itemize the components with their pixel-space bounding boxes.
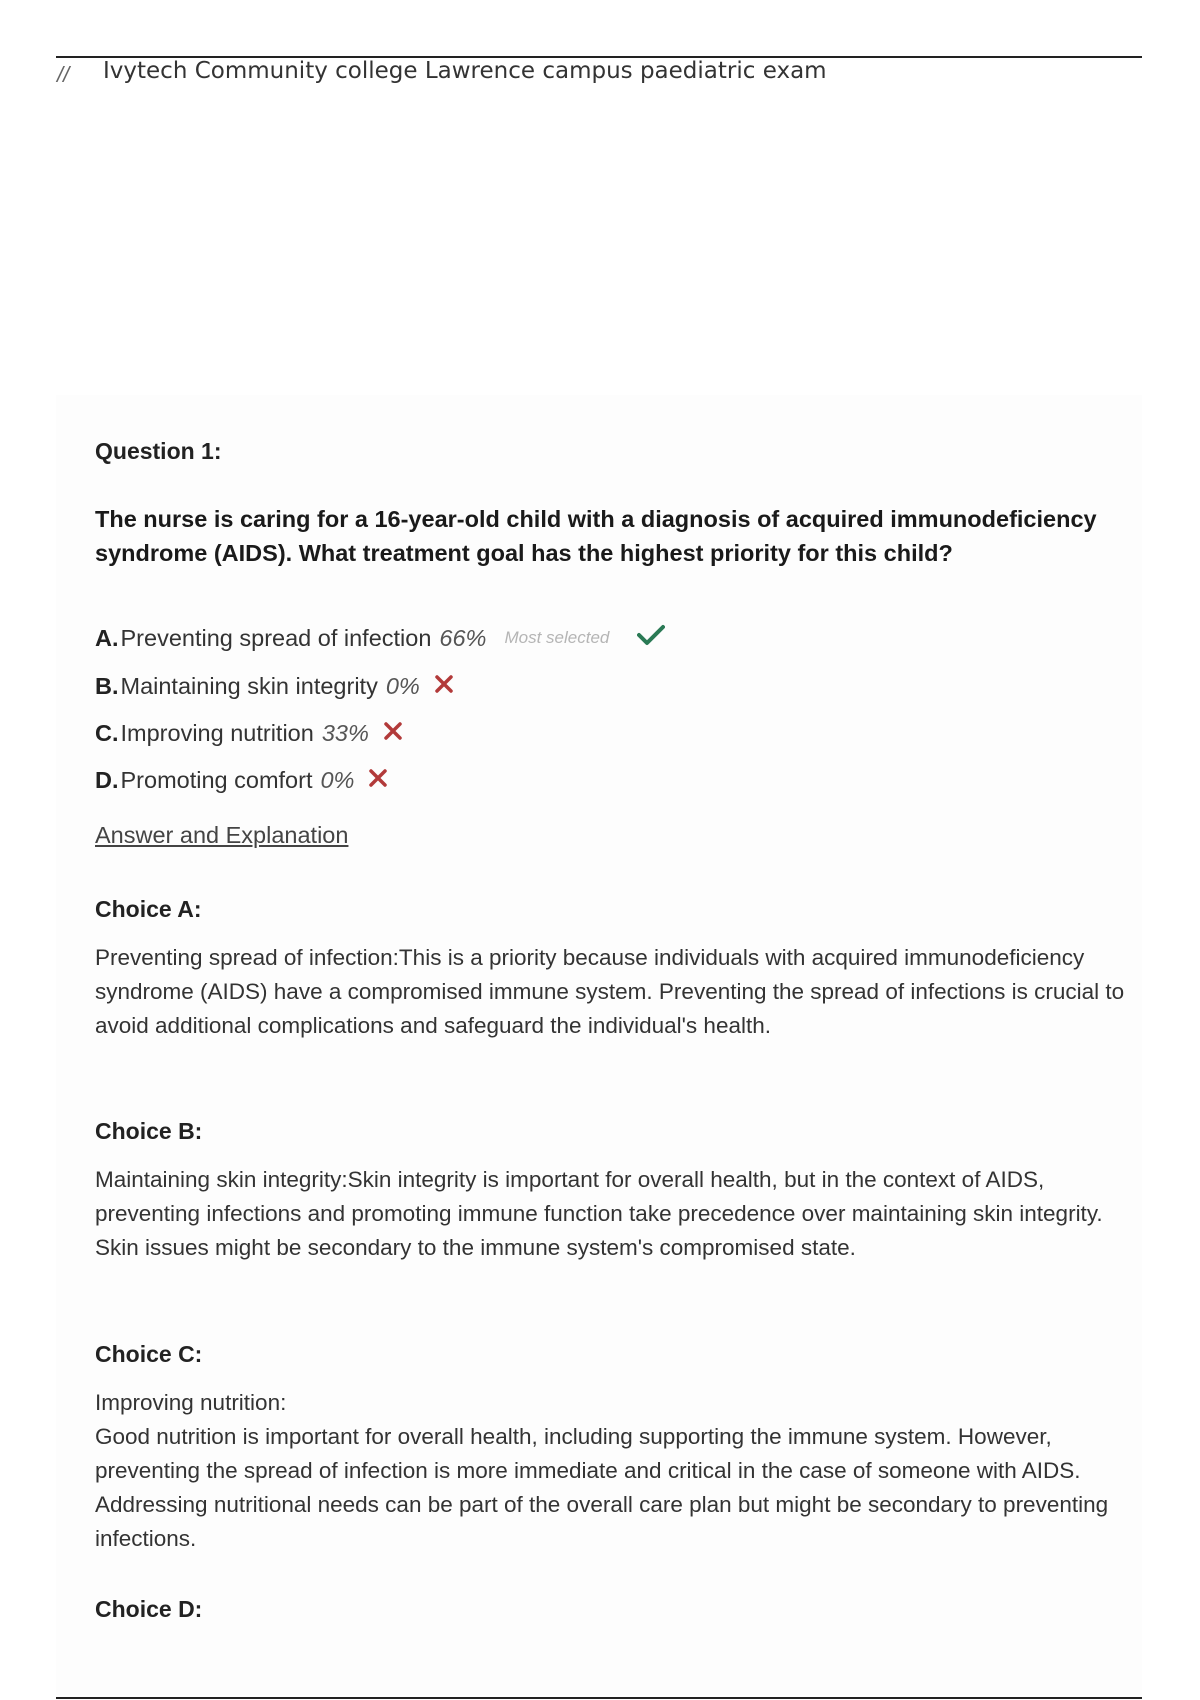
option-letter: B.: [95, 672, 119, 699]
check-icon: [637, 624, 665, 652]
option-text: Improving nutrition: [120, 719, 314, 746]
question-number: Question 1:: [95, 438, 222, 464]
choice-b-heading: Choice B:: [95, 1118, 203, 1144]
option-percent: 0%: [320, 766, 355, 793]
option-text: Preventing spread of infection: [120, 624, 432, 651]
answer-explanation-link[interactable]: Answer and Explanation: [95, 822, 349, 848]
document-title: Ivytech Community college Lawrence campus paediatric exam: [103, 58, 827, 84]
choice-c-heading: Choice C:: [95, 1341, 203, 1367]
cross-icon: [368, 767, 388, 794]
choice-c-explanation: Good nutrition is important for overall health, including supporting the immune system. However, preventing the spread of infection is more immediate and critical in the case of someone with AIDS. Addressing nutritional needs can be part of the overall care plan but might be secondary to preventing infections.: [95, 1424, 1109, 1551]
choice-c-subheading: Improving nutrition:: [95, 1390, 287, 1415]
option-percent: 33%: [321, 719, 369, 746]
option-c[interactable]: [95, 716, 403, 750]
option-letter: C.: [95, 719, 119, 746]
question-text: The nurse is caring for a 16-year-old child with a diagnosis of acquired immunodeficiency syndrome (AIDS). What treatment goal has the highest priority for this child?: [95, 506, 1097, 566]
option-d[interactable]: [95, 763, 388, 797]
option-text: Promoting comfort: [120, 766, 313, 793]
option-letter: A.: [95, 624, 119, 651]
option-percent: 0%: [385, 672, 420, 699]
option-letter: D.: [95, 766, 119, 793]
most-selected-badge: Most selected: [504, 628, 610, 647]
header-mark: //: [57, 62, 70, 87]
choice-a-explanation: Preventing spread of infection:This is a priority because individuals with acquired immunodeficiency syndrome (AIDS) have a compromised immune system. Preventing the spread of infections is crucial to avoid additional complications and safeguard the individual's health.: [95, 945, 1125, 1038]
option-a[interactable]: [95, 621, 665, 655]
choice-b-explanation: Maintaining skin integrity:Skin integrity is important for overall health, but in the context of AIDS, preventing infections and promoting immune function take precedence over maintaining skin integrity. Skin issues might be secondary to the immune system's compromised state.: [95, 1167, 1103, 1260]
cross-icon: [434, 673, 454, 700]
option-b[interactable]: [95, 669, 454, 703]
cross-icon: [383, 720, 403, 747]
option-percent: 66%: [439, 624, 487, 651]
option-text: Maintaining skin integrity: [120, 672, 378, 699]
footer-rule: [56, 1697, 1142, 1699]
choice-a-heading: Choice A:: [95, 896, 202, 922]
choice-d-heading: Choice D:: [95, 1596, 203, 1622]
